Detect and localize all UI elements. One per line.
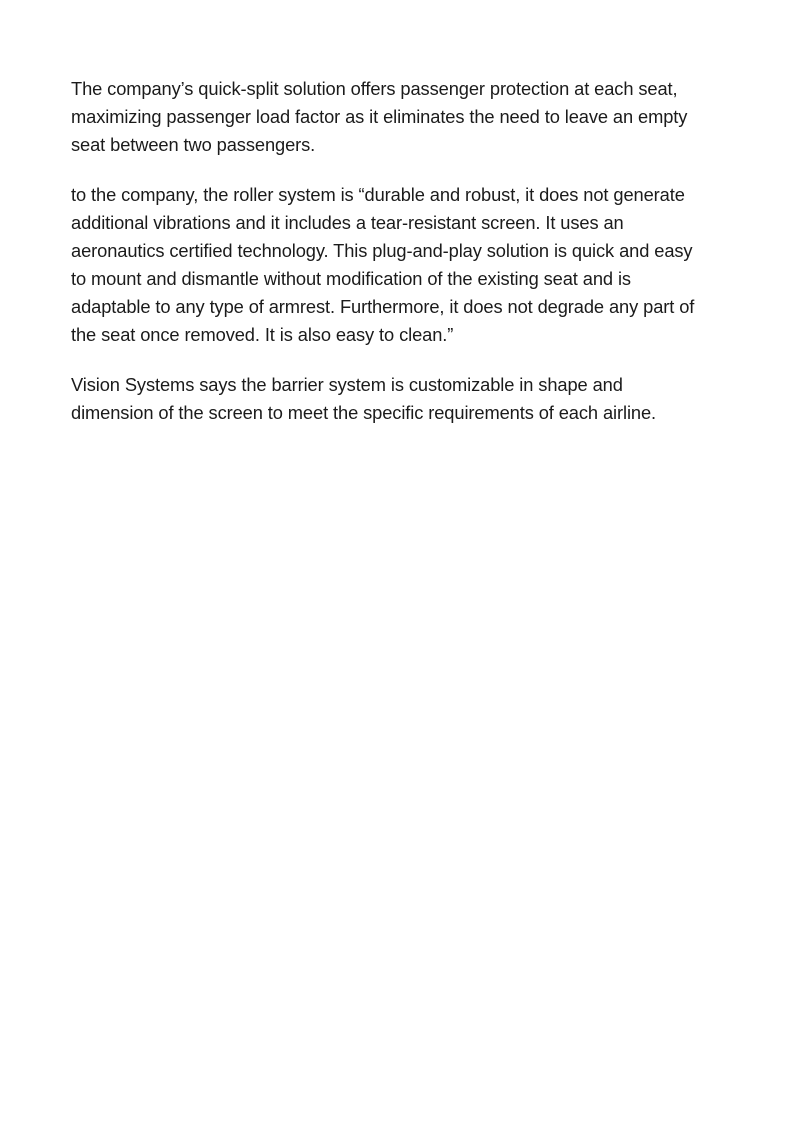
- paragraph-vision-systems: [71, 371, 731, 427]
- text-line: the seat once removed. It is also easy to clean.”: [71, 324, 454, 345]
- text-line: seat between two passengers.: [71, 134, 316, 155]
- document-body: [71, 75, 731, 449]
- text-line: Vision Systems says the barrier system is customizable in shape and: [71, 374, 623, 395]
- text-line: maximizing passenger load factor as it eliminates the need to leave an empty: [71, 106, 688, 127]
- text-line: The company’s quick-split solution offers passenger protection at each seat,: [71, 78, 678, 99]
- text-line: to the company, the roller system is “durable and robust, it does not generate: [71, 184, 685, 205]
- text-line: aeronautics certified technology. This plug-and-play solution is quick and easy: [71, 240, 693, 261]
- text-line: additional vibrations and it includes a tear-resistant screen. It uses an: [71, 212, 624, 233]
- paragraph-quick-split: [71, 75, 731, 159]
- text-line: dimension of the screen to meet the specific requirements of each airline.: [71, 402, 657, 423]
- paragraph-roller-system: [71, 181, 731, 349]
- text-line: adaptable to any type of armrest. Furthermore, it does not degrade any part of: [71, 296, 695, 317]
- text-line: to mount and dismantle without modification of the existing seat and is: [71, 268, 631, 289]
